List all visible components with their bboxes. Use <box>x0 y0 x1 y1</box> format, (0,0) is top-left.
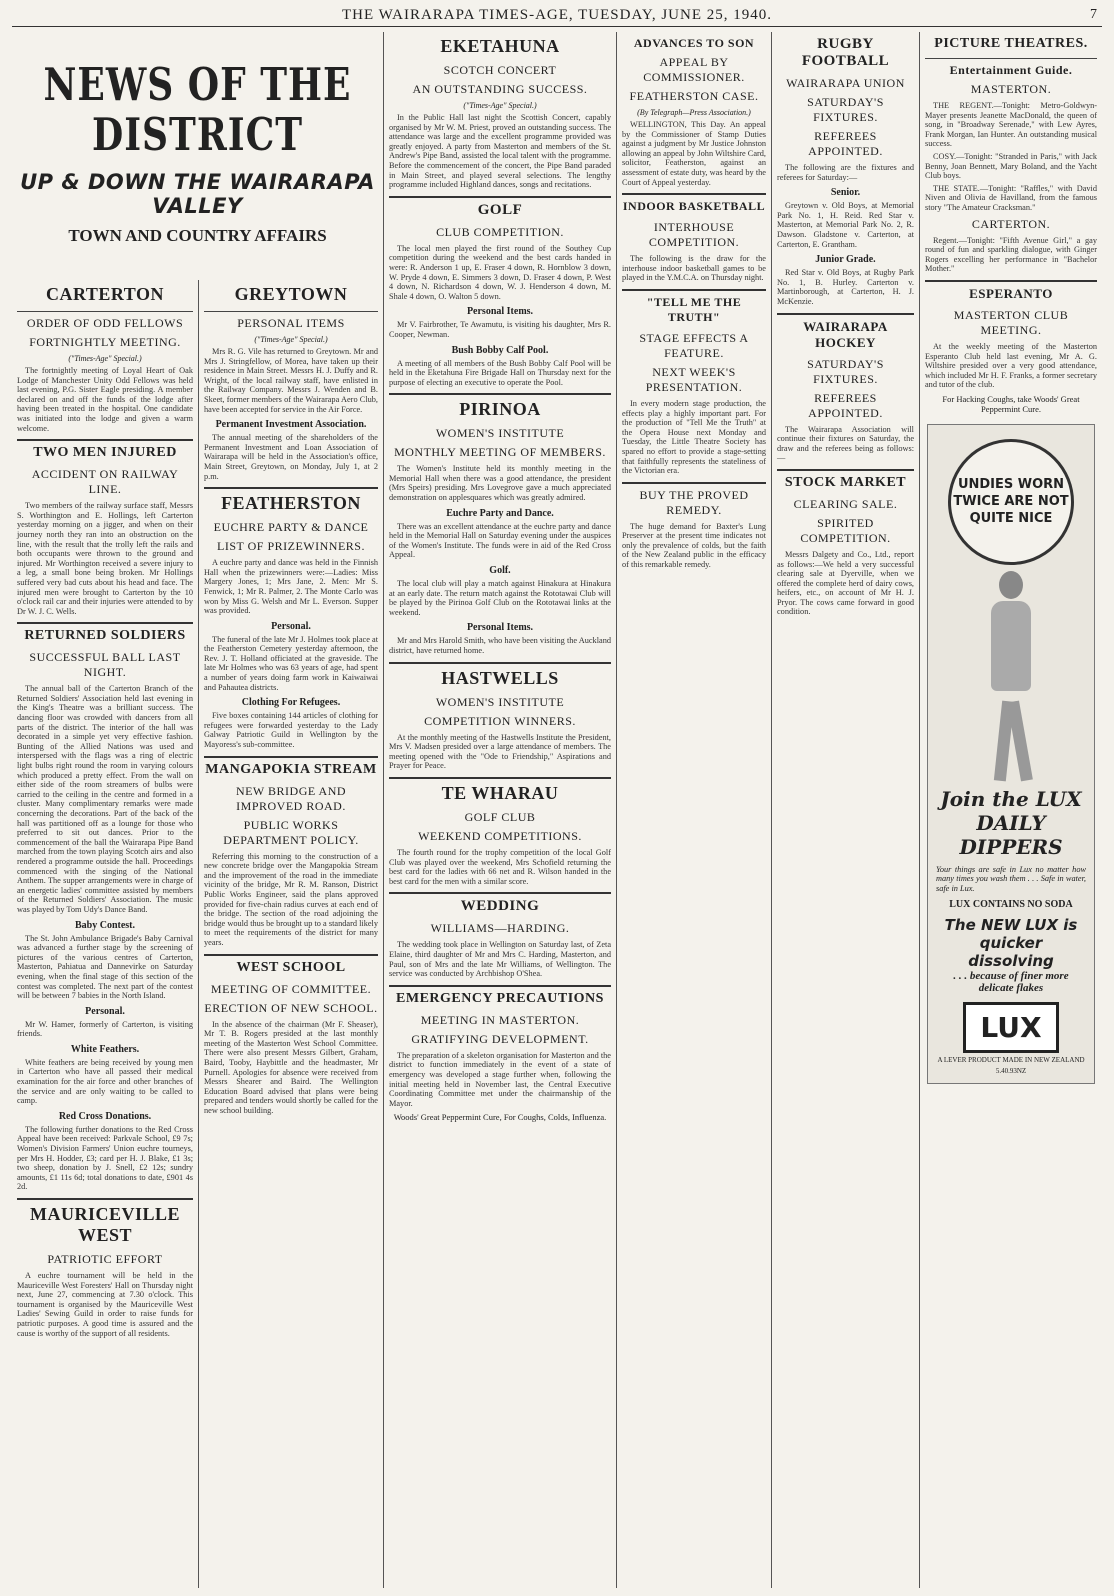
undies-badge: UNDIES WORN TWICE ARE NOT QUITE NICE <box>948 439 1074 565</box>
featherston-case-heading: FEATHERSTON CASE. <box>629 89 759 103</box>
column-2 <box>198 280 383 1588</box>
lux-no-soda: LUX CONTAINS NO SODA <box>949 898 1073 910</box>
special-credit: ("Times-Age" Special.) <box>254 335 328 344</box>
oddfellows-article: The fortnightly meeting of Loyal Heart of Oak Lodge of Manchester Unity Odd Fellows was held last evening, P.G. Sister Eagle presiding. A member declared on and off the funds of the lodge after having been treated in the hospital. One candidate was initiated into the lodge and given a warm welcome. <box>17 366 193 433</box>
press-credit: (By Telegraph—Press Association.) <box>637 108 751 117</box>
state-listing: THE STATE.—Tonight: "Raffles," with David Niven and Olivia de Havilland, from the famous story "The Amateur Cracksman." <box>925 183 1097 212</box>
masthead <box>12 4 1102 27</box>
emergency-article: The preparation of a skeleton organisation for Masterton and the district to function immediately in the event of a state of emergency was developed a stage further when, following the initial meeting held in November last, the Central Executive Coordinating Committee met under the chairmanship of the Mayor. <box>389 1050 611 1108</box>
rugby-union-heading: WAIRARAPA UNION <box>786 76 905 90</box>
junior-fixtures: Red Star v. Old Boys, at Rugby Park No. 1, B. Hurley. Carterton v. Martinborough, at Carterton, H. J. McKenzie. <box>777 268 914 306</box>
special-credit: ("Times-Age" Special.) <box>68 354 142 363</box>
hockey-heading: WAIRARAPA HOCKEY <box>803 318 888 350</box>
advances-heading: ADVANCES TO SON <box>633 36 755 50</box>
greytown-heading: GREYTOWN <box>234 284 348 304</box>
investment-heading: Permanent Investment Association. <box>215 419 367 431</box>
investment-article: The annual meeting of the shareholders of the Permanent Investment and Loan Association of Wairarapa will be held in the Association's office, Main Street, Greytown, on Monday, July 1, at 2 p.m. <box>204 433 378 481</box>
personal-heading: Personal. <box>85 1005 125 1017</box>
monthly-meeting-heading: MONTHLY MEETING OF MEMBERS. <box>394 445 606 460</box>
wedding-article: The wedding took place in Wellington on Saturday last, of Zeta Elaine, third daughter of Mr and Mrs C. Harding, Masterton, and Paul, son of Mrs and the late Mr Williams, of Wellington. The service was conducted by Archbishop O'Shea. <box>389 940 611 979</box>
te-wharau-golf-heading: GOLF CLUB <box>464 809 536 824</box>
weekend-competitions-heading: WEEKEND COMPETITIONS. <box>418 828 582 843</box>
senior-fixtures: Greytown v. Old Boys, at Memorial Park No. 1, H. Reid. Red Star v. Masterton, at Memorial Park No. 2, R. Dawson. Gladstone v. Carterton, at Carterton, E. Grantham. <box>777 201 914 249</box>
ad-code: 5.40.93NZ <box>995 1066 1027 1075</box>
esperanto-club-heading: MASTERTON CLUB MEETING. <box>953 307 1069 337</box>
up-down-wairarapa-heading: UP & DOWN THE WAIRARAPA VALLEY <box>20 170 375 218</box>
eketahuna-personal-heading: Personal Items. <box>466 306 534 318</box>
golf-club-competition-heading: CLUB COMPETITION. <box>436 224 564 239</box>
indoor-basketball-heading: INDOOR BASKETBALL <box>622 199 766 214</box>
spirited-competition-heading: SPIRITED COMPETITION. <box>800 515 891 545</box>
womens-institute-heading: WOMEN'S INSTITUTE <box>435 426 565 441</box>
pirinoa-euchre-article: There was an excellent attendance at the euchre party and dance held in the Memorial Hall on Saturday evening under the auspices of the Women's Institute. The funds were in aid of the Red Cross Appeal. <box>389 521 611 560</box>
competition-winners-heading: COMPETITION WINNERS. <box>424 713 576 728</box>
west-school-article: In the absence of the chairman (Mr F. Sheaser), Mr T. B. Rogers presided at the last monthly meeting of the Masterton West School Committee. There were also present Messrs Gilbert, Graham, Baird, Tooby, Haybittle and the headmaster, Mr Purnell. Apologies for absence were received from Messrs Shearer and Baird. The Wellington Education Board advised that plans were being prepared and tenders would shortly be called for the new school building. <box>204 1019 378 1115</box>
eketahuna-heading: EKETAHUNA <box>440 36 560 56</box>
stage-effects-heading: STAGE EFFECTS A FEATURE. <box>639 330 749 360</box>
mangapokia-heading: MANGAPOKIA STREAM <box>205 761 377 777</box>
column-6 <box>919 32 1102 1588</box>
woman-illustration <box>976 571 1046 781</box>
concert-success-heading: AN OUTSTANDING SUCCESS. <box>412 82 588 96</box>
regent-listing: THE REGENT.—Tonight: Metro-Goldwyn-Mayer presents Jeanette MacDonald, the queen of song, in "Broadway Serenade," with Lew Ayres, Frank Morgan, Ian Hunter. An outstanding musical success. <box>925 101 1097 149</box>
white-feathers-article: White feathers are being received by young men in Carterton who have all passed their medical examination for the air force and other branches of the service and are only waiting to be called to camp. <box>17 1057 193 1106</box>
personal-article: Mr W. Hamer, formerly of Carterton, is visiting friends. <box>17 1019 193 1039</box>
pirinoa-euchre-heading: Euchre Party and Dance. <box>446 507 554 519</box>
news-of-the-district-heading: NEWS OF THE DISTRICT <box>43 58 352 162</box>
new-lux-heading: The NEW LUX is quicker dissolving <box>944 915 1078 970</box>
euchre-dance-article: A euchre party and dance was held in the Finnish Hall when the prizewinners were:—Ladies: Miss Margery Jones, 1; Mrs Jane, 2. Men: Mr S. Fenwick, 1; Mr R. Palmer, 2. The Monte Carlo was won by Miss G. Welsh and Mr L. Everson. Supper was provided. <box>204 558 378 616</box>
carterton-heading: CARTERTON <box>46 284 164 304</box>
proved-remedy-article: The huge demand for Baxter's Lung Preserver at the present time indicates not only the prevalence of colds, but the faith of the New Zealand public in the efficacy of this remarkable remedy. <box>622 521 766 570</box>
stock-market-heading: STOCK MARKET <box>784 474 907 490</box>
featherston-heading: FEATHERSTON <box>221 493 361 514</box>
esperanto-article: At the weekly meeting of the Masterton Esperanto Club held last evening, Mr A. G. Wiltshire presided over a very good attendance, which included Mr H. F. Franks, a former secretary and tutor of the club. <box>925 341 1097 390</box>
emergency-meeting-heading: MEETING IN MASTERTON. <box>420 1012 580 1027</box>
finer-flakes-tagline: . . . because of finer more delicate flakes <box>953 969 1069 994</box>
clearing-sale-heading: CLEARING SALE. <box>793 496 898 511</box>
erection-heading: ERECTION OF NEW SCHOOL. <box>204 1000 378 1015</box>
greytown-personal-article: Mrs R. G. Vile has returned to Greytown. Mr and Mrs J. Stringfellow, of Morea, have taken up their residence in Main Street. Messrs H. J. Duffy and R. Wright, of the local railway staff, have enlisted in the Railway Company. Messrs J. Wenden and B. Skeet, former members of the Wairarapa Aero Club, have been accepted for service in the Air Force. <box>204 347 378 414</box>
cosy-listing: COSY.—Tonight: "Stranded in Paris," with Jack Benny, Joan Bennett, Mary Boland, and the Yacht Club boys. <box>925 151 1097 181</box>
wedding-couple-heading: WILLIAMS—HARDING. <box>430 921 570 936</box>
masterton-heading: MASTERTON. <box>970 82 1052 96</box>
returned-soldiers-heading: RETURNED SOLDIERS <box>24 628 186 644</box>
soldiers-ball-article: The annual ball of the Carterton Branch of the Returned Soldiers' Association held last evening in the King's Theatre was a brilliant success. The dancing floor was crowded with dancers from all parts of the district. The interior of the hall was decorated in a simple yet very effective fashion. Bunting of the Allied Nations was used and interspersed with the flags was a ring of electric light bulbs right round the room in varying colours which produced a pretty effect. From the wall on either side of the room streamers of bulbs were carried to the ceiling in the centre and formed in a cluster. Many complimentary remarks were made concerning the decorations. Part of the back of the hall was partitioned off as a lounge for those who preferred to sit out dances. Prior to the commencement of the ball the Wairarapa Pipe Band marched from the town playing Scotch airs and also rendered a programme outside the hall. Proceedings commenced with the singing of the National Anthem. The supper arrangements were in charge of an energetic ladies' committee assisted by members of the Returned Soldiers' Association. The music was played by Tom Udy's Dance Band. <box>17 684 193 914</box>
proved-remedy-heading: BUY THE PROVED REMEDY. <box>639 487 749 517</box>
policy-heading: PUBLIC WORKS DEPARTMENT POLICY. <box>223 817 359 847</box>
lever-product-note: A LEVER PRODUCT MADE IN NEW ZEALAND <box>937 1055 1085 1064</box>
pirinoa-wi-article: The Women's Institute held its monthly meeting in the Memorial Hall when there was a good attendance, the president (Mrs Speirs) presiding. Mrs Lovegrove gave a much appreciated demonstration on applesquares which was greatly admired. <box>389 464 611 503</box>
gratifying-heading: GRATIFYING DEVELOPMENT. <box>411 1031 589 1046</box>
lux-daily-dippers-heading: Join the LUX DAILY DIPPERS <box>940 786 1082 859</box>
red-cross-article: The following further donations to the Red Cross Appeal have been received: Parkvale School, £9 7s; Women's Division Farmers' Union euchre tourneys, per Mrs H. Hodder, £3; card per H. J. Blake, £1 3s; two sheep, donation by J. Snell, £2 12s; sundry amounts, £1 11s 6d; total donations to date, £901 4s 2d. <box>17 1124 193 1192</box>
hastwells-heading: HASTWELLS <box>441 667 559 688</box>
wedding-heading: WEDDING <box>460 898 540 915</box>
page-number: 7 <box>1090 7 1098 22</box>
oddfellows-heading: ORDER OF ODD FELLOWS <box>26 316 184 330</box>
column-1 <box>12 280 198 1588</box>
rugby-fixtures-heading: SATURDAY'S FIXTURES. <box>807 95 884 124</box>
basketball-article: The following is the draw for the interhouse indoor basketball games to be played in the Y.M.C.A. on Thursday night. <box>622 254 766 283</box>
mauriceville-heading: MAURICEVILLE WEST <box>29 1204 181 1245</box>
hockey-fixtures-heading: SATURDAY'S FIXTURES. <box>807 356 884 386</box>
soldiers-ball-subheading: SUCCESSFUL BALL LAST NIGHT. <box>29 650 181 680</box>
special-credit: ("Times-Age" Special.) <box>463 101 537 110</box>
rugby-heading: RUGBY FOOTBALL <box>801 36 890 69</box>
carterton-cinema-heading: CARTERTON. <box>971 216 1051 231</box>
lux-body-text: Your things are safe in Lux no matter how many times you wash them . . . Safe in water, safe in Lux. <box>936 864 1086 894</box>
town-country-heading: TOWN AND COUNTRY AFFAIRS <box>68 226 327 245</box>
bobby-calf-heading: Bush Bobby Calf Pool. <box>451 344 549 356</box>
pirinoa-personal-article: Mr and Mrs Harold Smith, who have been visiting the Auckland district, have returned home. <box>389 636 611 655</box>
baby-contest-article: The St. John Ambulance Brigade's Baby Carnival was advanced a further stage by the screening of pictures of the various centres of Carterton, Masterton, Pahiatua and Dannevirke on Saturday evening, when the final stage of this section of the contest was completed. The next part of the contest will be between 7 babies in the North Island. <box>17 933 193 1001</box>
golf-competition-article: The local men played the first round of the Southey Cup competition during the weekend and the best cards handed in were: R. Anderson 1 up, E. Fraser 4 down, R. Hornblow 3 down, W. Pryde 4 down, E. Simmers 3 down, D. Fraser 4 down, P. West 4 down, N. Richardson 4 down, W. J. Henderson 4 down, M. Shale 4 down, O. Walton 5 down. <box>389 243 611 301</box>
te-wharau-heading: TE WHARAU <box>441 782 559 803</box>
mauriceville-article: A euchre tournament will be held in the Mauriceville West Foresters' Hall on Thursday night next, June 27, commencing at 7.30 o'clock. This tournament is organised by the Mauriceville West Ladies' Sewing Guild in order to raise funds for patriotic purposes. A good time is assured and the cause is worthy of the support of all residents. <box>17 1271 193 1338</box>
scotch-concert-article: In the Public Hall last night the Scottish Concert, capably organised by Mr W. M. Priest, proved an outstanding success. The attendance was large and the excellent programme provided was greatly enjoyed. A party from Masterton and members of the St. Andrew's Pipe Band, assisted the local talent with the programme. Before the commencement of the concert, the Pipe Band paraded in Main Street, and played several selections. The lengthy programme included Highland dances, songs and recitations. <box>389 113 611 190</box>
entertainment-guide-heading: Entertainment Guide. <box>949 63 1073 77</box>
masthead-title: THE WAIRARAPA TIMES-AGE, TUESDAY, JUNE 25, 1940. <box>342 6 772 23</box>
hockey-referees-heading: REFEREES APPOINTED. <box>808 390 883 420</box>
euchre-dance-heading: EUCHRE PARTY & DANCE <box>213 520 369 535</box>
hastwells-article: At the monthly meeting of the Hastwells Institute the President, Mrs V. Madsen presided over a large attendance of members. The meeting opened with the "Ode to Friendship," Aspirations and Prayer for Peace. <box>389 732 611 771</box>
two-men-injured-heading: TWO MEN INJURED <box>33 445 177 461</box>
pirinoa-heading: PIRINOA <box>459 399 541 420</box>
railway-accident-article: Two members of the railway surface staff, Messrs S. Worthington and E. Hollings, left Carterton yesterday morning on a jigger, and when on their journey north they ran into an obstruction on the line, with the result that the trolly left the rails and both occupants were thrown to the ground and injured. Mr Worthington received a severe injury to a leg, a small bone being broken. Mr Hollings suffered very bad cuts about his head and face. The injured men were brought to Carterton by the 10 o'clock rail car and their injuries were attended to by Dr W. J. C. Wells. <box>17 501 193 616</box>
red-cross-heading: Red Cross Donations. <box>58 1110 152 1122</box>
greytown-personal-heading: PERSONAL ITEMS <box>237 316 345 330</box>
column-3 <box>383 32 616 1588</box>
pirinoa-golf-article: The local club will play a match against Hinakura at Hinakura at an early date. The return match against the Rototawai Club will be played by the Pirinoa Golf Club on the Rototawai links at the weekend. <box>389 579 611 617</box>
pirinoa-golf-heading: Golf. <box>489 565 511 577</box>
oddfellows-subheading: FORTNIGHTLY MEETING. <box>29 335 181 349</box>
tell-me-the-truth-heading: "TELL ME THE TRUTH" <box>646 294 742 324</box>
baby-contest-heading: Baby Contest. <box>74 919 135 931</box>
rugby-intro: The following are the fixtures and referees for Saturday:— <box>777 163 914 182</box>
woods-cure-ad: Woods' Great Peppermint Cure, For Coughs, Colds, Influenza. <box>393 1112 607 1123</box>
mangapokia-article: Referring this morning to the construction of a new concrete bridge over the Mangapokia Stream and the improvement of the road in the immediate vicinity of the bridge, Mr R. M. Ranson, District Public Works Engineer, said the plans approved provided for five-chain radius curves at each end of the bridge. The section of the road adjoining the bridge would thus be brought up to a standard likely to meet the requirements of the district for many years. <box>204 851 378 947</box>
lux-advertisement <box>927 424 1095 1084</box>
hacking-coughs-ad: For Hacking Coughs, take Woods' Great Peppermint Cure. <box>942 393 1080 414</box>
picture-theatres-heading: PICTURE THEATRES. <box>934 36 1088 51</box>
junior-heading: Junior Grade. <box>815 254 876 266</box>
scotch-concert-heading: SCOTCH CONCERT <box>443 63 557 77</box>
tell-me-the-truth-article: In every modern stage production, the effects play a highly important part. For the production of "Tell Me the Truth" at the Opera House next Monday and Tuesday, the Little Theatre Society has spared no effort to provide a stage-setting that faithfully represents the stateliness of the Victorian era. <box>622 398 766 476</box>
bridge-heading: NEW BRIDGE AND IMPROVED ROAD. <box>235 783 347 813</box>
pirinoa-personal-heading: Personal Items. <box>466 622 534 634</box>
committee-heading: MEETING OF COMMITTEE. <box>210 981 372 996</box>
district-banner <box>12 32 383 246</box>
te-wharau-article: The fourth round for the trophy competition of the local Golf Club was played over the weekend, Mrs Schofield returning the best card for the ladies with 66 net and R. Wilson handed in the best card for the men with a similar score. <box>389 847 611 886</box>
esperanto-heading: ESPERANTO <box>969 285 1053 301</box>
next-week-heading: NEXT WEEK'S PRESENTATION. <box>645 364 743 394</box>
west-school-heading: WEST SCHOOL <box>236 959 346 975</box>
interhouse-heading: INTERHOUSE COMPETITION. <box>648 220 740 250</box>
refugees-article: Five boxes containing 144 articles of clothing for refugees were forwarded yesterday to the Lady Galway Patriotic Guild in Wellington by the Mayoress's sub-committee. <box>204 711 378 750</box>
white-feathers-heading: White Feathers. <box>70 1043 140 1055</box>
railway-accident-subheading: ACCIDENT ON RAILWAY LINE. <box>31 467 179 497</box>
hastwells-wi-heading: WOMEN'S INSTITUTE <box>435 694 565 709</box>
prizewinners-heading: LIST OF PRIZEWINNERS. <box>217 539 365 554</box>
carterton-regent-listing: Regent.—Tonight: "Fifth Avenue Girl," a gay round of fun and sparkling dialogue, with Ginger Rogers excelling her performance in "Bachelor Mother." <box>925 235 1097 274</box>
senior-heading: Senior. <box>830 187 861 199</box>
emergency-heading: EMERGENCY PRECAUTIONS <box>396 990 604 1006</box>
appeal-heading: APPEAL BY COMMISSIONER. <box>643 55 745 84</box>
column-5 <box>771 32 919 1588</box>
eketahuna-personal-article: Mr V. Fairbrother, Te Awamutu, is visiting his daughter, Mrs R. Cooper, Newman. <box>389 320 611 339</box>
bobby-calf-article: A meeting of all members of the Bush Bobby Calf Pool will be held in the Eketahuna Fire Brigade Hall on Thursday next for the purpose of electing an executive to operate the Pool. <box>389 358 611 387</box>
golf-heading: GOLF <box>477 201 523 218</box>
advances-article: WELLINGTON, This Day. An appeal by the Commissioner of Stamp Duties against a judgment by Mr Justice Johnston allowing an appeal by John Wiltshire Card, solicitor, Featherston, against an assessment of estate duty, was heard by the Court of Appeal yesterday. <box>622 120 766 187</box>
patriotic-effort-heading: PATRIOTIC EFFORT <box>47 1252 163 1266</box>
refugees-heading: Clothing For Refugees. <box>241 697 341 709</box>
column-4 <box>616 32 771 1588</box>
featherston-personal-heading: Personal. <box>271 620 311 632</box>
lux-packet-logo: LUX <box>963 1002 1058 1053</box>
stock-market-article: Messrs Dalgety and Co., Ltd., report as follows:—We held a very successful clearing sale at Dyerville, when we offered the complete herd of dairy cows, heifers, etc., on account of Mr H. J. Pryor. The cows came forward in good condition. <box>777 549 914 617</box>
rugby-referees-heading: REFEREES APPOINTED. <box>808 129 883 158</box>
featherston-personal-article: The funeral of the late Mr J. Holmes took place at the Featherston Cemetery yesterday afternoon, the Rev. J. T. Holland officiated at the graveside. The late Mr Holmes who was 63 years of age, had spent a number of years doing farm work in Kaiwaiwai and Pahautea districts. <box>204 634 378 692</box>
hockey-article: The Wairarapa Association will continue their fixtures on Saturday, the draw and the referees being as follows:— <box>777 424 914 463</box>
